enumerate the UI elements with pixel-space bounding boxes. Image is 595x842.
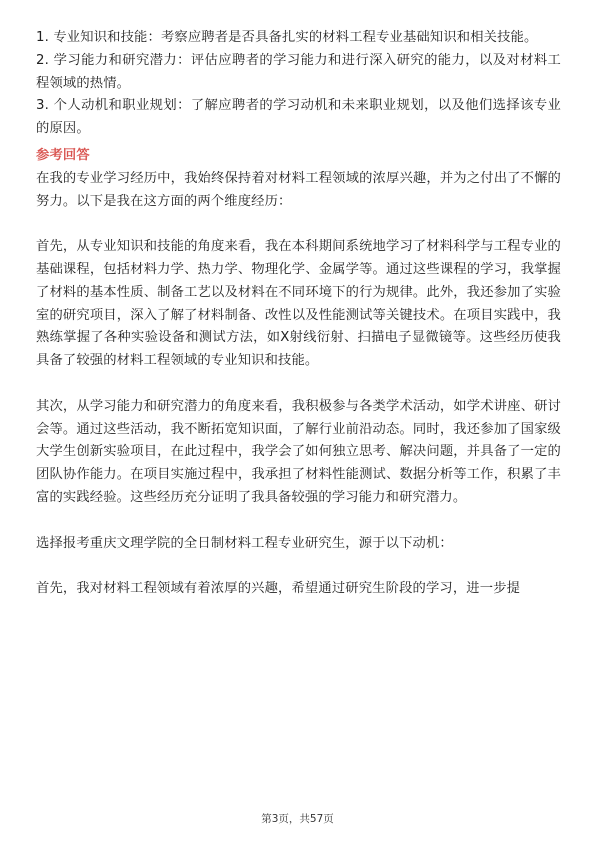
answer-paragraph-research: 其次，从学习能力和研究潜力的角度来看，我积极参与各类学术活动，如学术讲座、研讨会等。通过这些活动，我不断拓宽知识面，了解行业前沿动态。同时，我还参加了国家级大学生创新实验项目，在此过程中，我学会了如何独立思考、解决问题，并具备了一定的团队协作能力。在项目实施过程中，我承担了材料性能测试、数据分析等工作，积累了丰富的实践经验。这些经历充分证明了我具备较强的学习能力和研究潜力。 bbox=[36, 398, 561, 505]
reference-answer-heading: 参考回答 bbox=[36, 147, 90, 163]
criteria-item-2: 2. 学习能力和研究潜力：评估应聘者的学习能力和进行深入研究的能力，以及对材料工程领域的热情。 bbox=[36, 52, 561, 91]
paragraph-gap bbox=[36, 213, 561, 236]
answer-paragraph-knowledge: 首先，从专业知识和技能的角度来看，我在本科期间系统地学习了材料科学与工程专业的基础课程，包括材料力学、热力学、物理化学、金属学等。通过这些课程的学习，我掌握了材料的基本性质、制备工艺以及材料在不同环境下的行为规律。此外，我还参加了实验室的研究项目，深入了解了材料制备、改性以及性能测试等关键技术。在项目实践中，我熟练掌握了各种实验设备和测试方法，如X射线衍射、扫描电子显微镜等。这些经历使我具备了较强的材料工程领域的专业知识和技能。 bbox=[36, 239, 561, 369]
criteria-item-3: 3. 个人动机和职业规划：了解应聘者的学习动机和未来职业规划，以及他们选择该专业的原因。 bbox=[36, 98, 561, 137]
paragraph-gap bbox=[36, 373, 561, 396]
document-page bbox=[36, 27, 561, 601]
criteria-item-1: 1. 专业知识和技能：考察应聘者是否具备扎实的材料工程专业基础知识和相关技能。 bbox=[36, 30, 538, 45]
answer-paragraph-motivation-intro: 选择报考重庆文理学院的全日制材料工程专业研究生，源于以下动机： bbox=[36, 535, 453, 551]
page-number-footer: 第3页，共57页 bbox=[261, 813, 334, 825]
answer-intro: 在我的专业学习经历中，我始终保持着对材料工程领域的浓厚兴趣，并为之付出了不懈的努力。以下是我在这方面的两个维度经历： bbox=[36, 170, 561, 209]
evaluation-criteria-list bbox=[36, 27, 561, 141]
paragraph-gap bbox=[36, 510, 561, 533]
paragraph-gap bbox=[36, 555, 561, 578]
answer-paragraph-motivation-first: 首先，我对材料工程领域有着浓厚的兴趣，希望通过研究生阶段的学习，进一步提 bbox=[36, 581, 521, 597]
